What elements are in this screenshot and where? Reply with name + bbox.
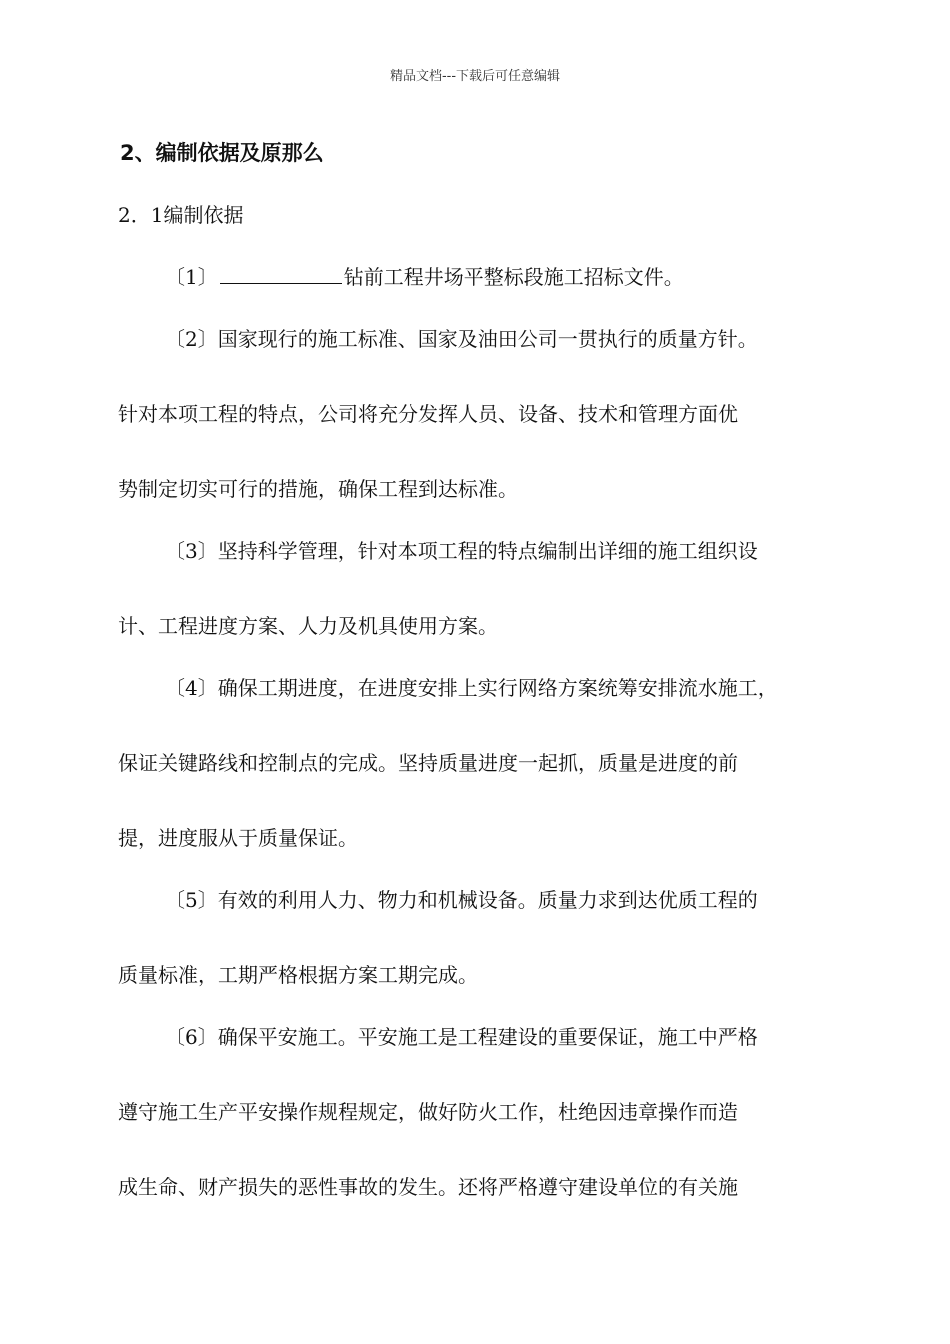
- item-6-line-1: 〔6〕确保平安施工。平安施工是工程建设的重要保证，施工中严格: [165, 1025, 758, 1049]
- item-6-line-2: 遵守施工生产平安操作规程规定，做好防火工作，杜绝因违章操作而造: [118, 1100, 738, 1124]
- fill-in-blank: [220, 263, 342, 284]
- item-1-text: 钻前工程井场平整标段施工招标文件。: [343, 265, 684, 289]
- item-2-line-2: 针对本项工程的特点，公司将充分发挥人员、设备、技术和管理方面优: [118, 402, 738, 426]
- item-3-line-2: 计、工程进度方案、人力及机具使用方案。: [118, 614, 498, 638]
- item-6-line-3: 成生命、财产损失的恶性事故的发生。还将严格遵守建设单位的有关施: [118, 1175, 738, 1199]
- item-2-line-3: 势制定切实可行的措施，确保工程到达标准。: [118, 477, 518, 501]
- subsection-title: 2．1编制依据: [118, 203, 244, 227]
- section-title: 2、编制依据及原那么: [120, 141, 324, 165]
- item-4-line-2: 保证关键路线和控制点的完成。坚持质量进度一起抓，质量是进度的前: [118, 751, 738, 775]
- item-5-line-2: 质量标准，工期严格根据方案工期完成。: [118, 963, 478, 987]
- item-5-line-1: 〔5〕有效的利用人力、物力和机械设备。质量力求到达优质工程的: [165, 888, 758, 912]
- item-1: [165, 263, 684, 291]
- item-4-line-3: 提，进度服从于质量保证。: [118, 826, 358, 850]
- page-header: 精品文档---下载后可任意编辑: [389, 69, 561, 84]
- item-3-line-1: 〔3〕坚持科学管理，针对本项工程的特点编制出详细的施工组织设: [165, 539, 758, 563]
- item-2-line-1: 〔2〕国家现行的施工标准、国家及油田公司一贯执行的质量方针。: [165, 327, 758, 351]
- item-1-prefix: 〔1〕: [165, 265, 218, 289]
- item-4-line-1: 〔4〕确保工期进度，在进度安排上实行网络方案统筹安排流水施工，: [165, 676, 778, 700]
